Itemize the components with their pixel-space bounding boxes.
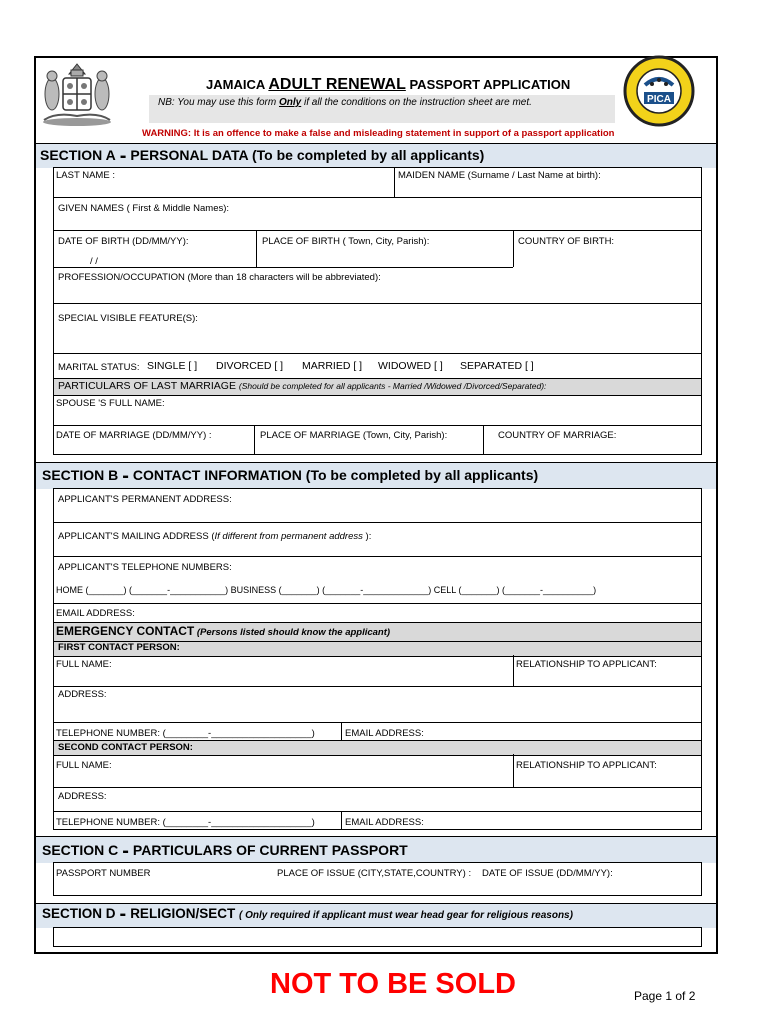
second-contact-label: SECOND CONTACT PERSON:	[58, 742, 193, 753]
date-of-marriage-label: DATE OF MARRIAGE (DD/MM/YY) :	[56, 430, 212, 441]
marital-status-label: MARITAL STATUS:	[58, 362, 140, 373]
second-email-label: EMAIL ADDRESS:	[345, 817, 424, 828]
section-b-code: SECTION B	[42, 467, 119, 483]
widowed-checkbox[interactable]: WIDOWED [ ]	[378, 360, 443, 372]
coat-of-arms-icon	[36, 60, 118, 126]
section-c-heading: SECTION C - PARTICULARS OF CURRENT PASSPORT	[42, 840, 408, 862]
section-a-heading: SECTION A - PERSONAL DATA (To be completed by all applicants)	[40, 145, 485, 167]
title-prefix: JAMAICA	[206, 77, 265, 92]
nb-note	[158, 97, 532, 108]
emergency-note: (Persons listed should know the applicant)	[196, 627, 391, 638]
first-email-label: EMAIL ADDRESS:	[345, 728, 424, 739]
profession-label: PROFESSION/OCCUPATION (More than 18 characters will be abbreviated):	[58, 272, 381, 283]
spouse-name-label: SPOUSE 'S FULL NAME:	[56, 398, 165, 409]
second-address-label: ADDRESS:	[58, 791, 107, 802]
telephone-numbers-label: APPLICANT'S TELEPHONE NUMBERS:	[58, 562, 232, 573]
emergency-title: EMERGENCY CONTACT	[56, 624, 195, 638]
mailing-address-label	[58, 531, 371, 542]
passport-number-label: PASSPORT NUMBER	[56, 868, 151, 879]
pica-logo-text: PICA	[647, 94, 671, 105]
nb-only: Only	[278, 97, 302, 108]
last-marriage-title: PARTICULARS OF LAST MARRIAGE	[58, 380, 236, 392]
email-label: EMAIL ADDRESS:	[56, 608, 135, 619]
last-name-label: LAST NAME :	[56, 170, 115, 181]
place-of-marriage-label: PLACE OF MARRIAGE (Town, City, Parish):	[260, 430, 448, 441]
single-checkbox[interactable]: SINGLE [ ]	[147, 360, 198, 372]
section-d-code: SECTION D	[42, 906, 116, 921]
emergency-heading	[56, 624, 390, 638]
place-of-birth-label: PLACE OF BIRTH ( Town, City, Parish):	[262, 236, 430, 247]
first-contact-label: FIRST CONTACT PERSON:	[58, 642, 180, 653]
special-features-label: SPECIAL VISIBLE FEATURE(S):	[58, 313, 198, 324]
separated-checkbox[interactable]: SEPARATED [ ]	[460, 360, 534, 372]
first-relationship-label: RELATIONSHIP TO APPLICANT:	[516, 659, 657, 670]
section-c-title: PARTICULARS OF CURRENT PASSPORT	[132, 842, 408, 858]
title-main: ADULT RENEWAL	[268, 76, 406, 93]
phone-line[interactable]: HOME (_______) (_______-___________) BUSINESS (_______) (_______-_____________) CELL (_______) (_______-__________)	[56, 585, 597, 595]
maiden-name-label: MAIDEN NAME (Surname / Last Name at birth):	[398, 170, 601, 181]
country-of-marriage-label: COUNTRY OF MARRIAGE:	[498, 430, 617, 441]
form-title	[206, 76, 570, 94]
first-full-name-label: FULL NAME:	[56, 659, 112, 670]
second-full-name-label: FULL NAME:	[56, 760, 112, 771]
section-b-title: CONTACT INFORMATION (To be completed by all applicants)	[132, 467, 539, 483]
married-checkbox[interactable]: MARRIED [ ]	[302, 360, 363, 372]
section-b-heading: SECTION B - CONTACT INFORMATION (To be completed by all applicants)	[42, 465, 539, 487]
nb-text-b: if all the conditions on the instruction sheet are met.	[301, 97, 532, 108]
section-a-code: SECTION A	[40, 147, 116, 163]
warning-text: WARNING: It is an offence to make a false and misleading statement in support of a passport application	[142, 128, 615, 139]
section-d-title: RELIGION/SECT	[130, 906, 236, 921]
second-telephone-label[interactable]: TELEPHONE NUMBER: (________-___________________)	[56, 817, 315, 828]
dob-slashes: / /	[90, 256, 98, 267]
section-a-title: PERSONAL DATA (To be completed by all applicants)	[130, 147, 485, 163]
title-suffix: PASSPORT APPLICATION	[409, 77, 571, 92]
section-d-heading: SECTION D - RELIGION/SECT ( Only required if applicant must wear head gear for religious reasons)	[42, 903, 573, 925]
dob-label: DATE OF BIRTH (DD/MM/YY):	[58, 236, 189, 247]
mailing-address-text: APPLICANT'S MAILING ADDRESS (	[58, 531, 215, 542]
not-to-be-sold: NOT TO BE SOLD	[270, 968, 516, 1000]
last-marriage-note: (Should be completed for all applicants - Married /Widowed /Divorced/Separated):	[238, 381, 547, 391]
religion-input[interactable]	[53, 927, 702, 947]
place-of-issue-label: PLACE OF ISSUE (CITY,STATE,COUNTRY) :	[277, 868, 472, 879]
first-telephone-label[interactable]: TELEPHONE NUMBER: (________-___________________)	[56, 728, 315, 739]
last-marriage-heading	[58, 380, 546, 392]
permanent-address-label: APPLICANT'S PERMANENT ADDRESS:	[58, 494, 232, 505]
country-of-birth-label: COUNTRY OF BIRTH:	[518, 236, 615, 247]
section-d-note: ( Only required if applicant must wear head gear for religious reasons)	[238, 910, 573, 921]
pica-logo-icon	[618, 54, 700, 128]
given-names-label: GIVEN NAMES ( First & Middle Names):	[58, 203, 230, 214]
nb-text-a: NB: You may use this form	[158, 97, 277, 108]
second-relationship-label: RELATIONSHIP TO APPLICANT:	[516, 760, 657, 771]
divorced-checkbox[interactable]: DIVORCED [ ]	[216, 360, 284, 372]
mailing-address-note: If different from permanent address	[214, 531, 363, 542]
date-of-issue-label: DATE OF ISSUE (DD/MM/YY):	[482, 868, 613, 879]
page-number: Page 1 of 2	[634, 989, 696, 1003]
first-address-label: ADDRESS:	[58, 689, 107, 700]
mailing-address-end: ):	[362, 531, 372, 542]
section-c-code: SECTION C	[42, 842, 119, 858]
